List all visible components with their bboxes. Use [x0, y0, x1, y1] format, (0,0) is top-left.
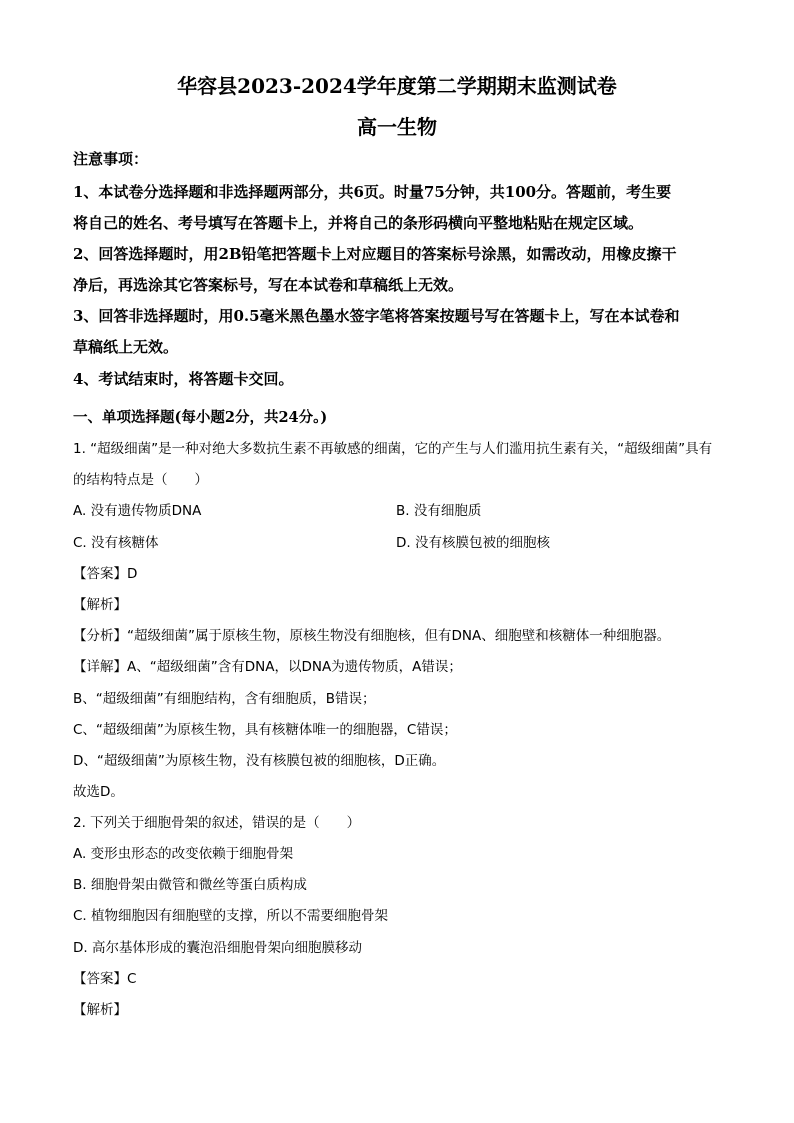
exam-subtitle: 高一生物 [357, 115, 437, 139]
detail-text: C、“超级细菌”为原核生物，具有核糖体唯一的细胞器，C错误； [73, 722, 457, 738]
notice-line: 3、回答非选择题时，用0.5毫米黑色墨水签字笔将答案按题号写在答题卡上，写在本试卷和 [73, 307, 680, 325]
answer-label: 【答案】C [73, 971, 137, 987]
notice-heading: 注意事项： [73, 150, 149, 168]
analysis-label: 【解析】 [73, 597, 127, 613]
option-d: D. 高尔基体形成的囊泡沿细胞骨架向细胞膜移动 [73, 940, 362, 956]
question-stem: 的结构特点是（ ） [73, 472, 208, 488]
notice-line: 将自己的姓名、考号填写在答题卡上，并将自己的条形码横向平整地粘贴在规定区域。 [73, 214, 644, 232]
option-c: C. 植物细胞因有细胞壁的支撑，所以不需要细胞骨架 [73, 908, 389, 924]
option-b: B. 没有细胞质 [396, 503, 482, 519]
answer-label: 【答案】D [73, 566, 138, 582]
option-a: A. 没有遗传物质DNA [73, 503, 202, 519]
exam-title: 华容县2023-2024学年度第二学期期末监测试卷 [177, 74, 617, 98]
notice-line: 1、本试卷分选择题和非选择题两部分，共6页。时量75分钟，共100分。答题前，考生要 [73, 183, 672, 201]
detail-text: 【详解】A、“超级细菌”含有DNA，以DNA为遗传物质，A错误； [73, 659, 462, 675]
option-b: B. 细胞骨架由微管和微丝等蛋白质构成 [73, 877, 307, 893]
option-a: A. 变形虫形态的改变依赖于细胞骨架 [73, 846, 294, 862]
option-d: D. 没有核膜包被的细胞核 [396, 535, 550, 551]
analysis-label: 【解析】 [73, 1002, 127, 1018]
analysis-text: 【分析】“超级细菌”属于原核生物，原核生物没有细胞核，但有DNA、细胞壁和核糖体一种细胞器。 [73, 628, 671, 644]
detail-text: B、“超级细菌”有细胞结构，含有细胞质，B错误； [73, 691, 376, 707]
question-stem: 2. 下列关于细胞骨架的叙述，错误的是（ ） [73, 815, 361, 831]
section-heading: 一、单项选择题(每小题2分，共24分。) [73, 409, 328, 426]
option-c: C. 没有核糖体 [73, 535, 159, 551]
detail-text: D、“超级细菌”为原核生物，没有核膜包被的细胞核，D正确。 [73, 753, 446, 769]
question-stem: 1. “超级细菌”是一种对绝大多数抗生素不再敏感的细菌，它的产生与人们滥用抗生素有关，“超级细菌”具有 [73, 441, 713, 457]
notice-line: 草稿纸上无效。 [73, 338, 179, 356]
notice-line: 2、回答选择题时，用2B铅笔把答题卡上对应题目的答案标号涂黑，如需改动，用橡皮擦干 [73, 245, 677, 263]
notice-line: 4、考试结束时，将答题卡交回。 [73, 370, 294, 388]
conclusion-text: 故选D。 [73, 784, 124, 800]
notice-line: 净后，再选涂其它答案标号，写在本试卷和草稿纸上无效。 [73, 276, 464, 294]
